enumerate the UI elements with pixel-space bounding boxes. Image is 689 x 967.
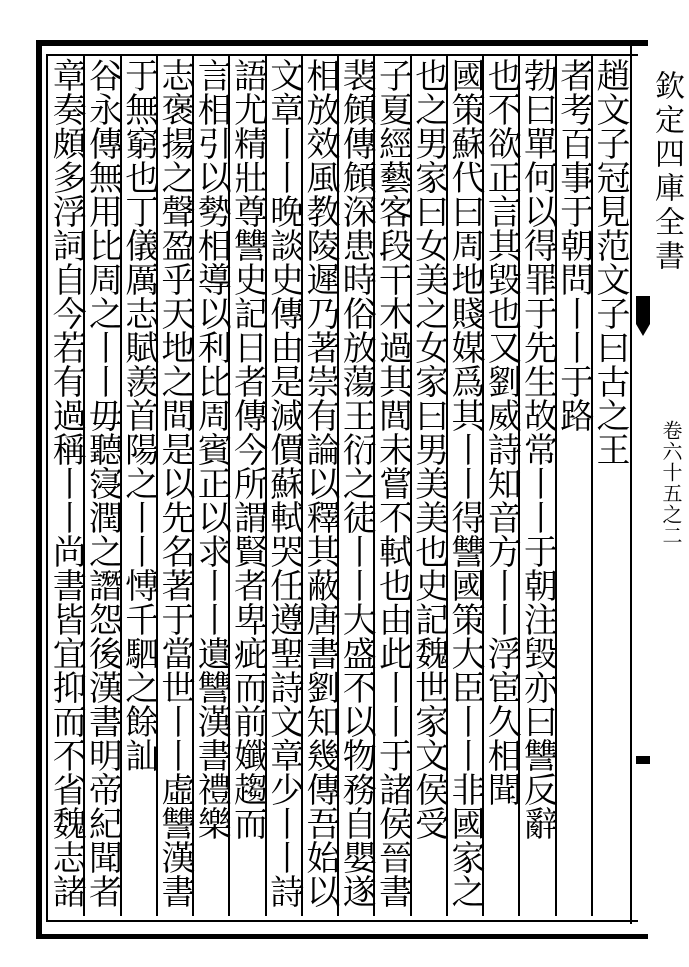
- text-column-5: 國策蘇代曰周地賤媒爲其丨丨得讐國策大臣丨丨非國家之: [445, 58, 485, 908]
- text-column-2: 者考百事于朝問丨丨于路: [553, 58, 594, 432]
- text-column-8: 裴頠傳頠深患時俗放蕩王衍之徒丨丨大盛不以物務自嬰遂: [336, 58, 377, 908]
- chapter-marker: 卷六十五之二: [659, 420, 683, 546]
- text-column-10: 文章丨丨晚談史傳由是減價蘇軾哭任遵聖詩文章少丨丨詩: [263, 58, 304, 908]
- text-column-15: 谷永傳無用比周之丨丨毋聽寖潤之譖怨後漢書明帝紀聞者: [82, 58, 123, 908]
- text-column-14: 于無窮也丁儀厲志賦羨首陽之丨丨愽千駟之餘訕: [118, 58, 159, 772]
- text-column-13: 志褒揚之聲盈乎天地之間是以先名著于當世丨丨虛讐漢書: [155, 58, 195, 908]
- text-column-7: 子夏經藝客段干木過其閭未嘗不軾也由此丨丨于諸侯晉書: [372, 58, 413, 908]
- book-title: 欽定四庫全書: [649, 70, 684, 274]
- text-column-12: 言相引以勢相導以利比周賓正以求丨丨遺讐漢書禮樂: [191, 58, 232, 840]
- text-column-4: 也不欲正言其毀也又劉威詩知音方丨丨浮宦久相聞: [481, 58, 522, 806]
- center-fold-column: [630, 44, 644, 924]
- text-column-3: 勃曰單何以得罪于先生故常丨丨于朝注毀亦曰讐反辭: [517, 58, 558, 840]
- text-column-16: 章奏頗多浮詞自今若有過稱丨丨尚書皆宜抑而不省魏志諸: [46, 58, 87, 908]
- text-column-6: 也之男家曰女美之女家曰男美美也史記魏世家文侯受: [408, 58, 449, 840]
- fishtail-mark-lower: [636, 756, 650, 764]
- text-column-11: 語尤精壯尊讐史記日者傳今所謂賢者卑疵而前孅趨而: [227, 58, 268, 840]
- text-column-1: 趙文子冠見范文子曰古之王: [590, 58, 630, 466]
- text-column-9: 相放效風教陵遲乃著崇有論以釋其蔽唐書劉知幾傳吾始以: [300, 58, 340, 908]
